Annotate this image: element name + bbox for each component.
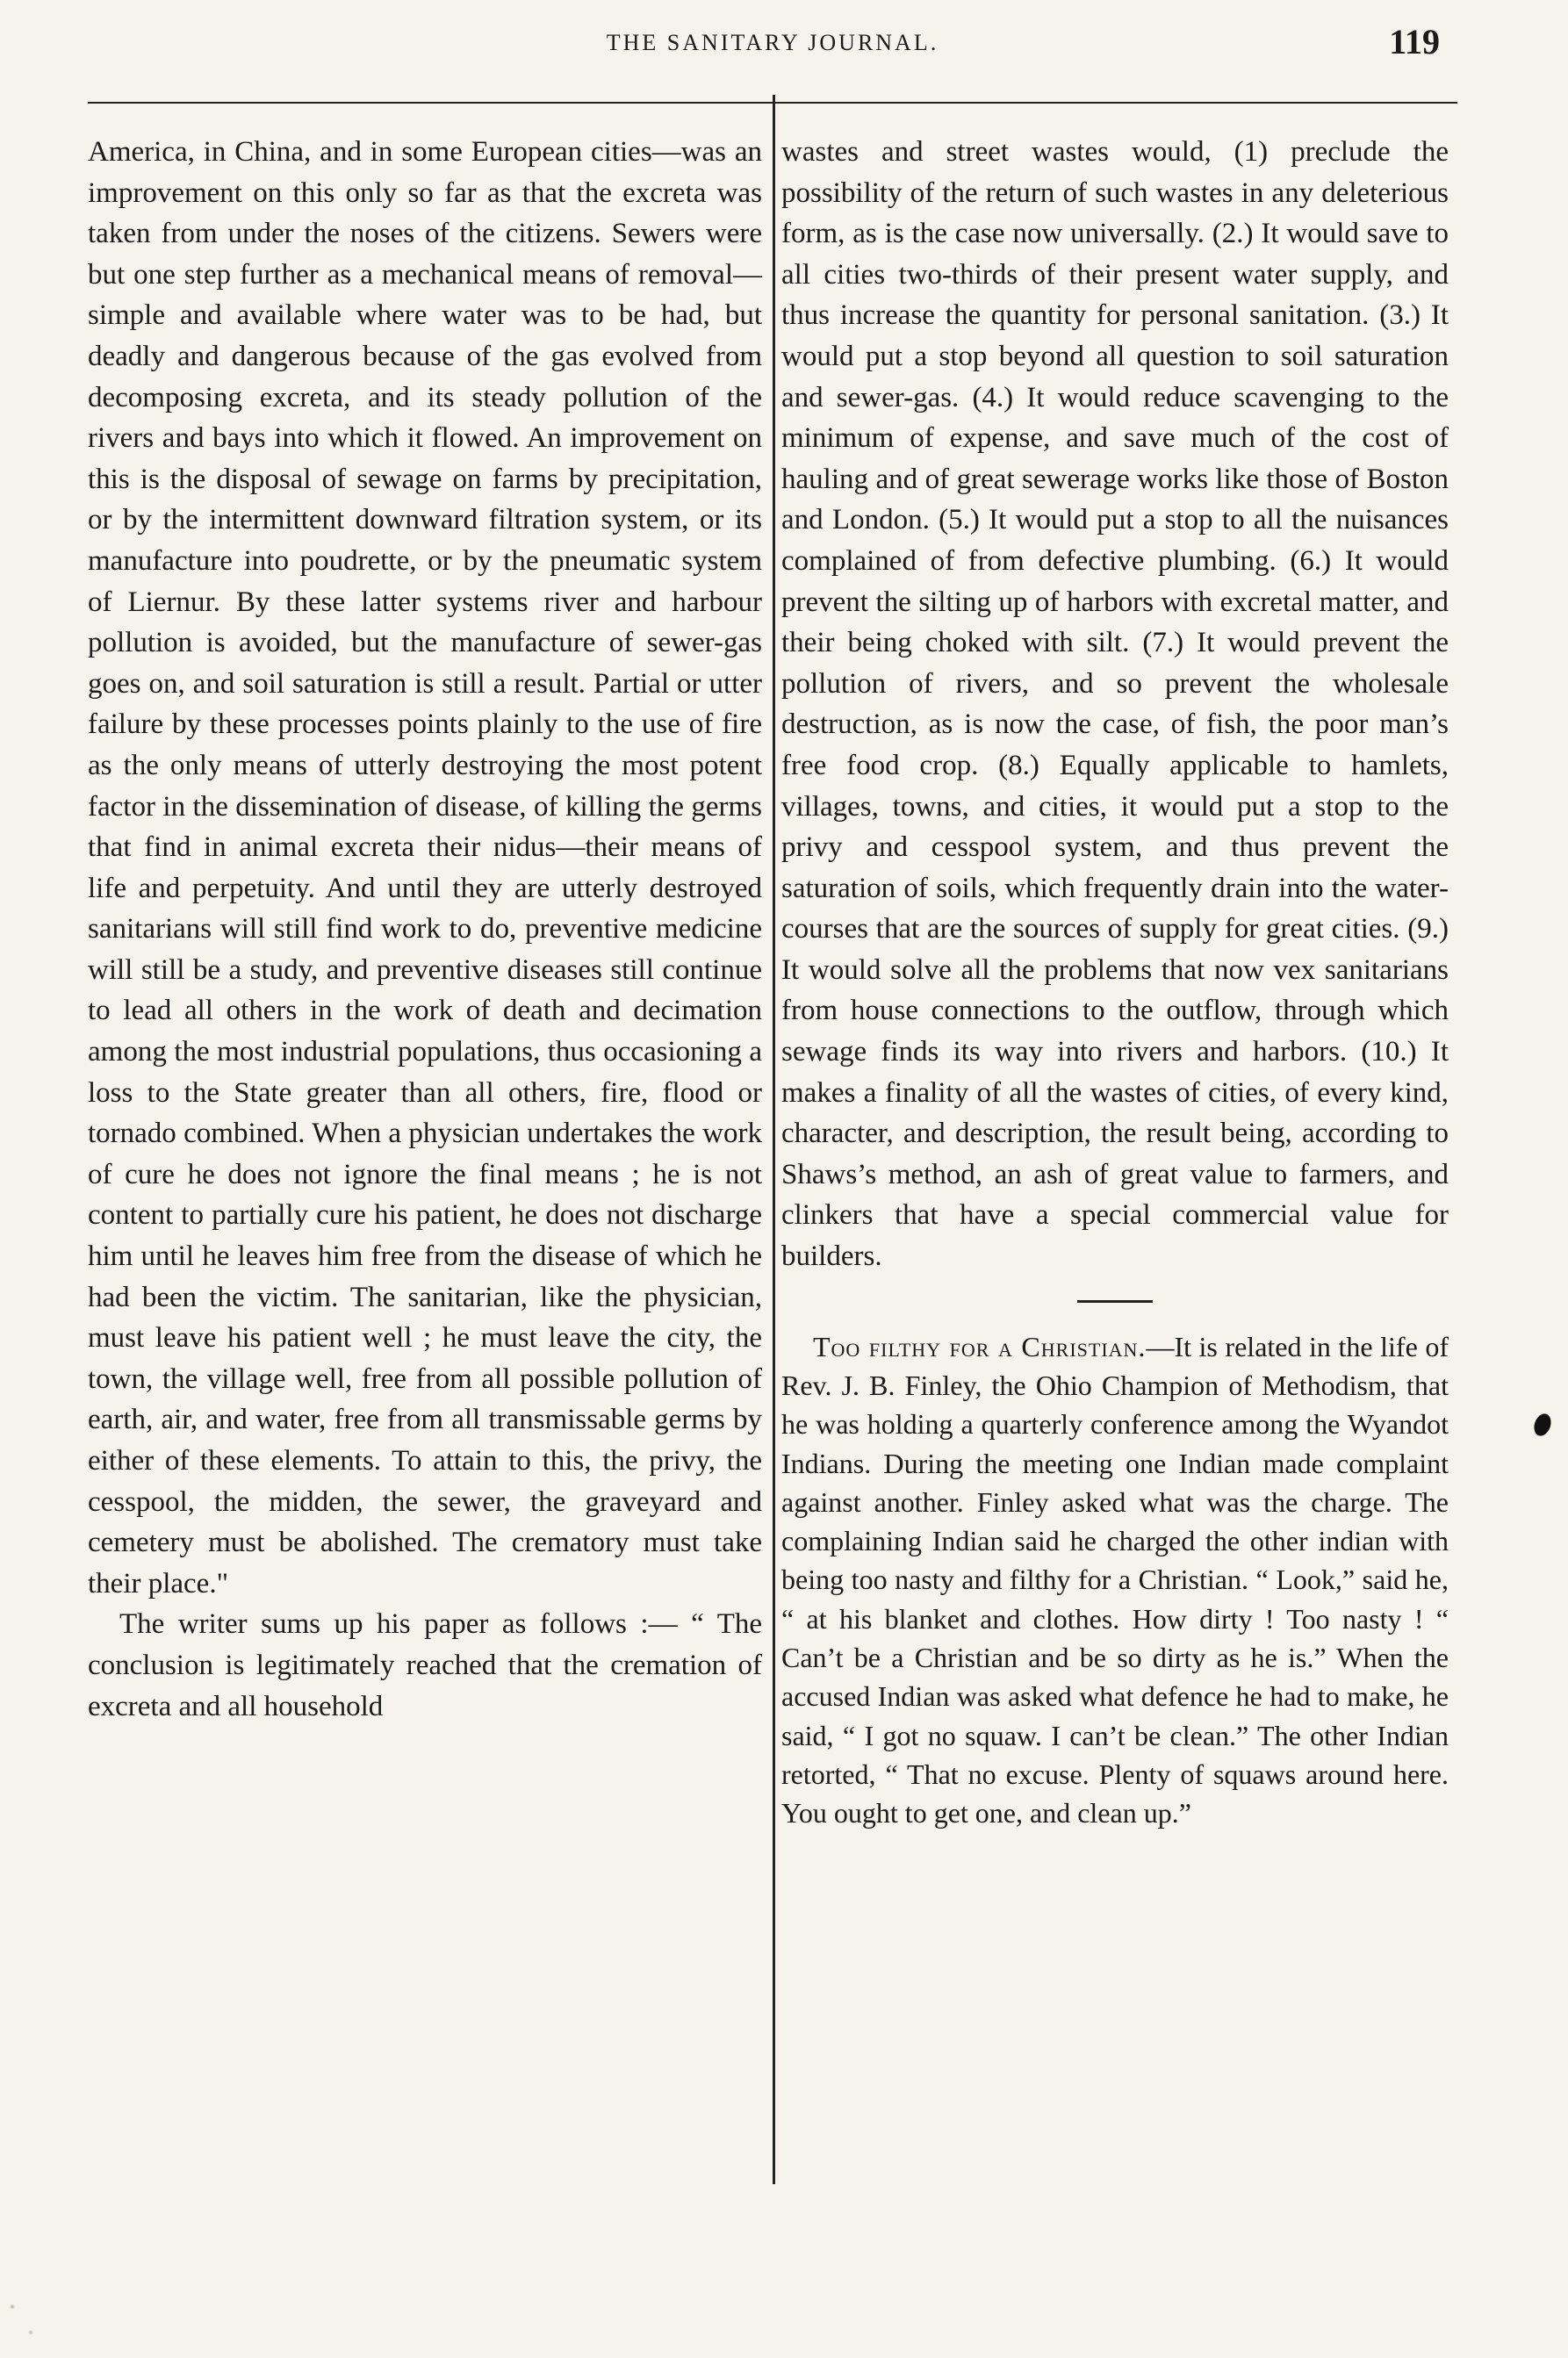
left-paragraph-2: The writer sums up his paper as follows :— “ The conclusion is legitimately reached that the cremation of excreta and all household [88, 1608, 762, 1722]
running-header [88, 19, 1457, 63]
left-column [88, 132, 762, 1727]
section-separator [1077, 1300, 1153, 1303]
story-body: —It is related in the life of Rev. J. B. Finley, the Ohio Champion of Methodism, that he was holding a quarterly conference among the Wyandot Indians. During the meeting one Indian made complaint against another. Finley asked what was the charge. The complaining Indian said he charged the other indian with being too nasty and filthy for a Christian. “ Look,” said he, “ at his blanket and clothes. How dirty ! Too nasty ! “ Can’t be a Christian and be so dirty as he is.” When the accused Indian was asked what defence he had to make, he said, “ I got no squaw. I can’t be clean.” The other Indian retorted, “ That no excuse. Plenty of squaws around here. You ought to get one, and clean up.” [781, 1330, 1449, 1830]
story-paragraph [781, 1327, 1449, 1833]
ink-blot [1531, 1412, 1554, 1439]
story-heading: Too filthy for a Christian. [813, 1330, 1147, 1362]
paper-specks [0, 2230, 61, 2358]
page-number: 119 [1389, 22, 1440, 61]
column-divider [773, 95, 775, 2184]
right-column [781, 132, 1449, 1832]
right-paragraph-continuation: wastes and street wastes would, (1) preclude the possibility of the return of such wastes in any deleterious form, as is the case now universally. (2.) It would save to all cities two-thirds of their present water supply, and thus increase the quantity for personal sanitation. (3.) It would put a stop beyond all question to soil saturation and sewer-gas. (4.) It would reduce scavenging to the minimum of expense, and save much of the cost of hauling and of great sewerage works like those of Boston and London. (5.) It would put a stop to all the nuisances complained of from defective plumbing. (6.) It would prevent the silting up of harbors with excretal matter, and their being choked with silt. (7.) It would prevent the pollution of rivers, and so prevent the wholesale destruction, as is now the case, of fish, the poor man’s free food crop. (8.) Equally applicable to hamlets, villages, towns, and cities, it would put a stop to the privy and cesspool system, and thus prevent the saturation of soils, which frequently drain into the water-courses that are the sources of supply for great cities. (9.) It would solve all the problems that now vex sanitarians from house connections to the outflow, through which sewage finds its way into rivers and harbors. (10.) It makes a finality of all the wastes of cities, of every kind, character, and description, the result being, according to Shaws’s method, an ash of great value to farmers, and clinkers that have a special commercial value for builders. [781, 136, 1449, 1273]
left-paragraph-1: America, in China, and in some European cities—was an improvement on this only so far as that the excreta was taken from under the noses of the citizens. Sewers were but one step further as a mechanical means of removal—simple and available where water was to be had, but deadly and dangerous because of the gas evolved from decomposing excreta, and its steady pollution of the rivers and bays into which it flowed. An improvement on this is the disposal of sewage on farms by precipitation, or by the intermittent downward filtration system, or its manufacture into poudrette, or by the pneumatic system of Liernur. By these latter systems river and harbour pollution is avoided, but the manufacture of sewer-gas goes on, and soil saturation is still a result. Partial or utter failure by these processes points plainly to the use of fire as the only means of utterly destroying the most potent factor in the dissemination of disease, of killing the germs that find in animal excreta their nidus—their means of life and perpetuity. And until they are utterly destroyed sanitarians will still find work to do, preventive medicine will still be a study, and preventive diseases still continue to lead all others in the work of death and decimation among the most industrial populations, thus occasioning a loss to the State greater than all others, fire, flood or tornado combined. When a physician undertakes the work of cure he does not ignore the final means ; he is not content to partially cure his patient, he does not discharge him until he leaves him free from the disease of which he had been the victim. The sanitarian, like the physician, must leave his patient well ; he must leave the city, the town, the village well, free from all possible pollution of earth, air, and water, free from all transmissable germs by either of these elements. To attain to this, the privy, the cesspool, the midden, the sewer, the graveyard and cemetery must be abolished. The crematory must take their place." [88, 136, 762, 1600]
journal-title: THE SANITARY JOURNAL. [606, 30, 939, 55]
